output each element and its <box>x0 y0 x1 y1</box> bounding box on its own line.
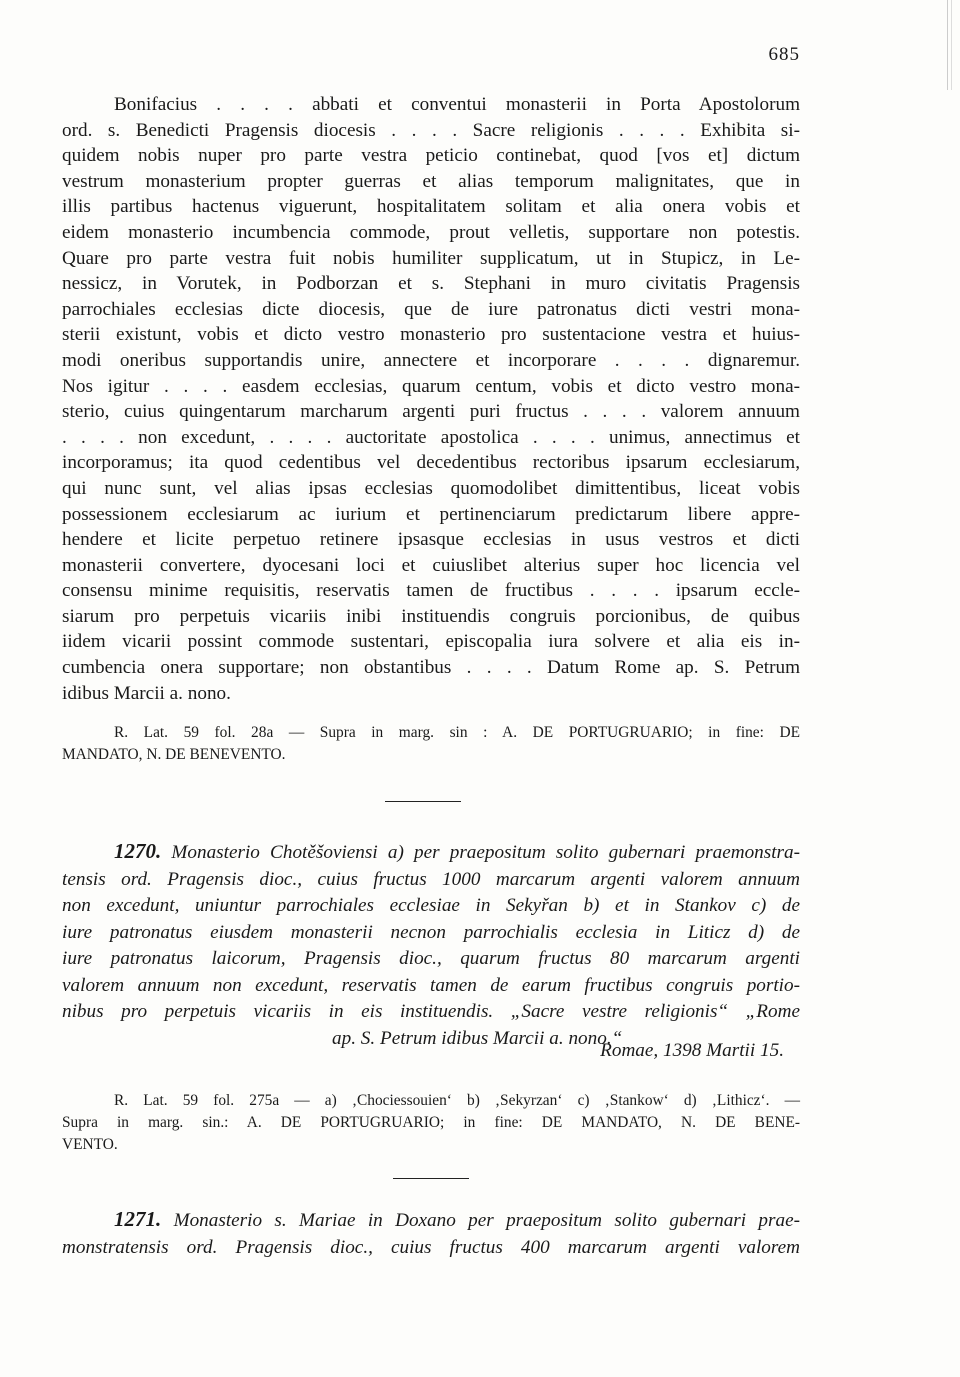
text-line: parrochiales ecclesias dicte diocesis, que de iure patronatus dicti vestri mona- <box>62 298 800 320</box>
text-line: sterio, cuius quingentarum marcharum argenti puri fructus . . . . valorem annuum <box>62 401 800 423</box>
text-line: monasterii convertere, dyocesani loci et cuiuslibet alterius super hoc licencia vel <box>62 554 800 576</box>
note-line: Supra in marg. sin.: A. DE PORTUGRUARIO; in fine: DE MANDATO, N. DE BENE- <box>62 1114 800 1131</box>
text-line: . . . . non excedunt, . . . . auctoritate apostolica . . . . unimus, annectimus et <box>62 426 800 448</box>
entry-line: monstratensis ord. Pragensis dioc., cuius fructus 400 marcarum argenti valorem <box>62 1236 800 1258</box>
text-line: consensu minime requisitis, reservatis tamen de fructibus . . . . ipsarum eccle- <box>62 580 800 602</box>
entry-line: tensis ord. Pragensis dioc., cuius fructus 1000 marcarum argenti valorem annuum <box>62 868 800 890</box>
note-line: R. Lat. 59 fol. 28a — Supra in marg. sin : A. DE PORTUGRUARIO; in fine: DE <box>114 724 800 741</box>
text-line: modi oneribus supportandis unire, annectere et incorporare . . . . dignaremur. <box>62 349 800 371</box>
entry-1270 <box>62 838 800 1052</box>
entry-date: Romae, 1398 Martii 15. <box>600 1040 784 1061</box>
text-line: illis partibus hactenus viguerunt, hospitalitatem solitam et alia onera vobis et <box>62 196 800 218</box>
page-number: 685 <box>768 44 800 65</box>
source-note <box>62 722 800 766</box>
note-line: MANDATO, N. DE BENEVENTO. <box>62 746 286 763</box>
text-line: hendere et licite perpetuo retinere ipsasque ecclesias in usus vestros et dicti <box>62 529 800 551</box>
entry-text: Monasterio Chotěšoviensi a) per praepositum solito gubernari praemonstra- <box>171 842 801 863</box>
entry-heading-line <box>62 1206 800 1235</box>
entry-number: 1270. <box>114 839 162 863</box>
text-line: Quare pro parte vestra fuit nobis humiliter supplicatum, ut in Stupicz, in Le- <box>62 247 800 269</box>
page-edge <box>947 0 952 90</box>
separator-rule <box>385 801 461 802</box>
entry-1271 <box>62 1206 800 1261</box>
text-line: nessicz, in Vorutek, in Podborzan et s. Stephani in muro civitatis Pragensis <box>62 273 800 295</box>
separator-rule <box>393 1178 469 1179</box>
source-note <box>62 1090 800 1156</box>
text-line: eidem monasterio incumbencia commode, prout velletis, supportare non potestis. <box>62 221 800 243</box>
text-line: vestrum monasterium propter guerras et alias temporum malignitates, que in <box>62 170 800 192</box>
note-line: VENTO. <box>62 1136 118 1153</box>
text-line: incorporamus; ita quod cedentibus vel decedentibus rectoribus ipsarum ecclesiarum, <box>62 452 800 474</box>
entry-line: iure patronatus laicorum, Pragensis dioc., quarum fructus 80 marcarum argenti <box>62 948 800 969</box>
text-line: ord. s. Benedicti Pragensis diocesis . . . . Sacre religionis . . . . Exhibita si- <box>62 119 800 141</box>
text-line: possessionem ecclesiarum ac iurium et pertinenciarum predictarum libere appre- <box>62 503 800 525</box>
entry-line: valorem annuum non excedunt, reservatis tamen de earum fructibus congruis portio- <box>62 974 800 996</box>
text-line: sterii existunt, vobis et dicto vestro monasterio pro sustentacione vestra et huius- <box>62 324 800 346</box>
text-line: Bonifacius . . . . abbati et conventui monasterii in Porta Apostolorum <box>114 94 800 115</box>
entry-heading-line <box>62 838 800 867</box>
entry-line: non excedunt, uniuntur parrochiales ecclesiae in Sekyřan b) et in Stankov c) de <box>62 895 800 916</box>
charter-text <box>62 92 800 706</box>
entry-text: Monasterio s. Mariae in Doxano per praepositum solito gubernari prae- <box>173 1210 800 1231</box>
entry-line: iure patronatus eiusdem monasterii necnon parrochialis ecclesia in Liticz d) de <box>62 921 800 943</box>
text-line: qui nunc sunt, vel alias ipsas ecclesias quomodolibet dimittentibus, liceat vobis <box>62 477 800 499</box>
entry-number: 1271. <box>114 1207 162 1231</box>
text-line: quidem nobis nuper pro parte vestra peticio continebat, quod [vos et] dictum <box>62 145 800 167</box>
text-line: Nos igitur . . . . easdem ecclesias, quarum centum, vobis et dicto vestro mona- <box>62 375 800 397</box>
entry-line: ap. S. Petrum idibus Marcii a. nono.“ <box>332 1027 623 1049</box>
note-line: R. Lat. 59 fol. 275a — a) ‚Chociessouien‘ b) ‚Sekyrzan‘ c) ‚Stankow‘ d) ‚Lithicz‘. — <box>114 1092 800 1109</box>
text-line: idibus Marcii a. nono. <box>62 682 231 704</box>
text-line: cumbencia onera supportare; non obstantibus . . . . Datum Rome ap. S. Petrum <box>62 657 800 679</box>
document-page <box>62 0 800 1377</box>
text-line: siarum pro perpetuis vicariis inibi instituendis congruis porcionibus, de quibus <box>62 605 800 627</box>
entry-line: nibus pro perpetuis vicariis in eis instituendis. „Sacre vestre religionis“ „Rome <box>62 1001 800 1022</box>
text-line: iidem vicarii possint commode sustentari, episcopalia iura solvere et alia eis in- <box>62 631 800 653</box>
